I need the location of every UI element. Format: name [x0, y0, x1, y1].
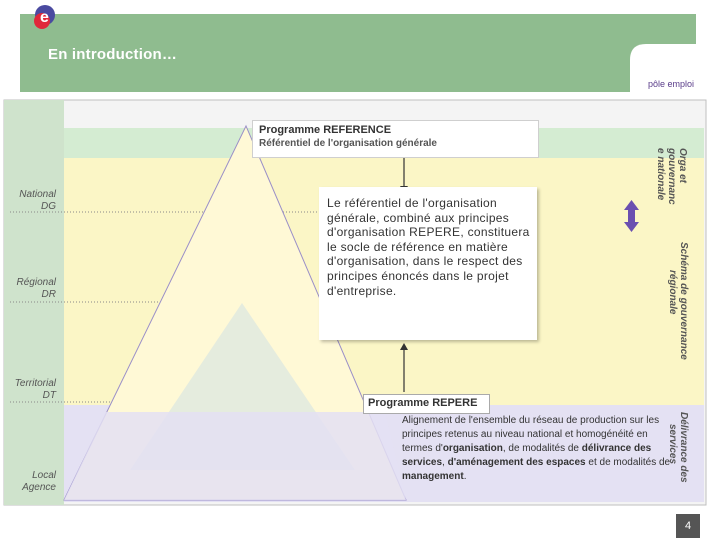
repere-text-part: , de modalités de — [502, 443, 582, 454]
repere-text-part: et de modalités de — [585, 457, 671, 468]
repere-text-bold: organisation — [442, 443, 503, 454]
side-label-orga-line: e nationale — [655, 148, 666, 201]
level-local-name: Local — [32, 470, 56, 481]
level-local — [4, 470, 56, 494]
level-regional — [4, 277, 56, 301]
level-territorial — [2, 378, 56, 402]
level-national — [4, 189, 56, 213]
level-national-name: National — [19, 189, 56, 200]
side-label-delivrance — [667, 412, 689, 483]
side-label-schema-line: régionale — [667, 270, 678, 315]
repere-text-bold: management — [402, 471, 464, 482]
side-label-orga-line: gouvernanc — [666, 148, 677, 205]
level-regional-name: Régional — [16, 277, 56, 288]
level-territorial-name: Territorial — [14, 378, 56, 389]
callout-text: Le référentiel de l'organisation générale, combiné aux principes d'organisation REPERE, constituera le socle de référence en matière d'organisation, dans le respect des principes énoncés dans le projet d'entreprise. — [327, 196, 530, 298]
repere-title: Programme REPERE — [368, 397, 478, 409]
level-local-code: Agence — [22, 482, 56, 493]
repere-text-bold: d'aménagement des espaces — [447, 457, 586, 468]
side-label-delivrance-line: services — [667, 424, 678, 465]
side-label-orga-line: Orga et — [677, 148, 688, 184]
level-territorial-code: DT — [42, 390, 56, 401]
side-label-schema — [667, 242, 689, 360]
repere-text-part: . — [463, 471, 467, 482]
side-label-schema-line: Schéma de gouvernance — [678, 242, 689, 360]
repere-text-part: , — [442, 457, 448, 468]
reference-subtitle: Référentiel de l'organisation générale — [259, 138, 437, 149]
repere-text-bold: délivrance des services — [402, 443, 652, 468]
level-regional-code: DR — [41, 289, 56, 300]
logo-text: pôle emploi — [648, 79, 695, 89]
svg-text:e: e — [40, 9, 49, 26]
repere-text-part: Alignement de l'ensemble du réseau de production sur les principes retenus au niveau national et homogénéité en termes d' — [402, 415, 660, 454]
repere-description — [402, 414, 672, 484]
page-number: 4 — [676, 514, 700, 538]
reference-title: Programme REFERENCE — [259, 124, 392, 136]
side-label-delivrance-line: Délivrance des — [678, 412, 689, 483]
level-national-code: DG — [41, 201, 56, 212]
slide-title: En introduction… — [48, 46, 178, 63]
side-label-orga — [655, 148, 688, 205]
